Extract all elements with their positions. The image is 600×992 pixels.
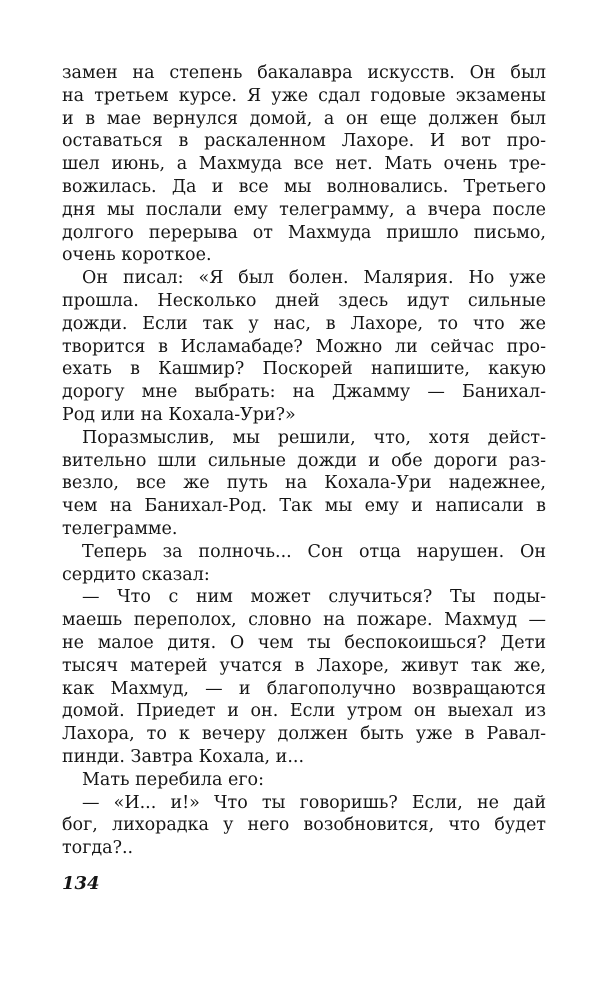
text-line: замен на степень бакалавра искусств. Он был [62,63,546,83]
text-line: вожилась. Да и все мы волновались. Третьего [62,176,546,197]
text-line: не малое дитя. О чем ты беспокоишься? Дети [62,632,546,653]
text-line: дожди. Если так у нас, в Лахоре, то что же [62,313,546,334]
text-line: бог, лихорадка у него возобновится, что будет [62,815,546,836]
text-line: пинди. Завтра Кохала, и... [62,746,305,767]
text-line: Мать перебила его: [82,769,264,790]
text-line: домой. Приедет и он. Если утром он выехал из [62,701,546,722]
text-line: как Махмуд, — и благополучно возвращаются [62,678,546,699]
text-line: маешь переполох, словно на пожаре. Махмуд — [62,610,546,631]
text-line: дня мы послали ему телеграмму, а вчера после [62,199,546,220]
text-line: везло, все же путь на Кохала-Ури надежнее, [62,473,546,494]
text-line: и в мае вернулся домой, а он еще должен был [62,108,546,129]
text-line: Род или на Кохала-Ури?» [62,404,296,425]
text-line: долгого перерыва от Махмуда пришло письмо, [62,222,546,243]
text-line: шел июнь, а Махмуда все нет. Мать очень тре- [62,154,546,175]
text-line: тысяч матерей учатся в Лахоре, живут так же, [62,655,546,676]
text-line: вительно шли сильные дожди и обе дороги раз- [62,450,546,471]
text-line: Теперь за полночь... Сон отца нарушен. Он [82,541,546,562]
text-line: на третьем курсе. Я уже сдал годовые экзамены [62,85,546,106]
text-line: очень короткое. [62,245,212,266]
text-line: ехать в Кашмир? Поскорей напишите, какую [62,359,546,380]
text-line: тогда?.. [62,838,134,859]
text-line: — Что с ним может случиться? Ты поды- [82,587,546,608]
text-line: Поразмыслив, мы решили, что, хотя дейст- [82,427,546,448]
text-line: Лахора, то к вечеру должен быть уже в Равал- [62,724,546,745]
text-line: телеграмме. [62,518,178,539]
text-line: — «И... и!» Что ты говоришь? Если, не дай [82,792,546,813]
text-line: сердито сказал: [62,564,210,585]
text-line: Он писал: «Я был болен. Малярия. Но уже [82,268,546,289]
text-line: прошла. Несколько дней здесь идут сильные [62,290,546,311]
text-line: оставаться в раскаленном Лахоре. И вот про- [62,131,546,152]
text-line: творится в Исламабаде? Можно ли сейчас про- [62,336,546,357]
text-line: чем на Банихал-Род. Так мы ему и написали в [62,496,546,517]
page-number: 134 [62,873,100,894]
book-page-text [62,62,546,860]
text-line: дорогу мне выбрать: на Джамму — Банихал- [62,382,546,403]
